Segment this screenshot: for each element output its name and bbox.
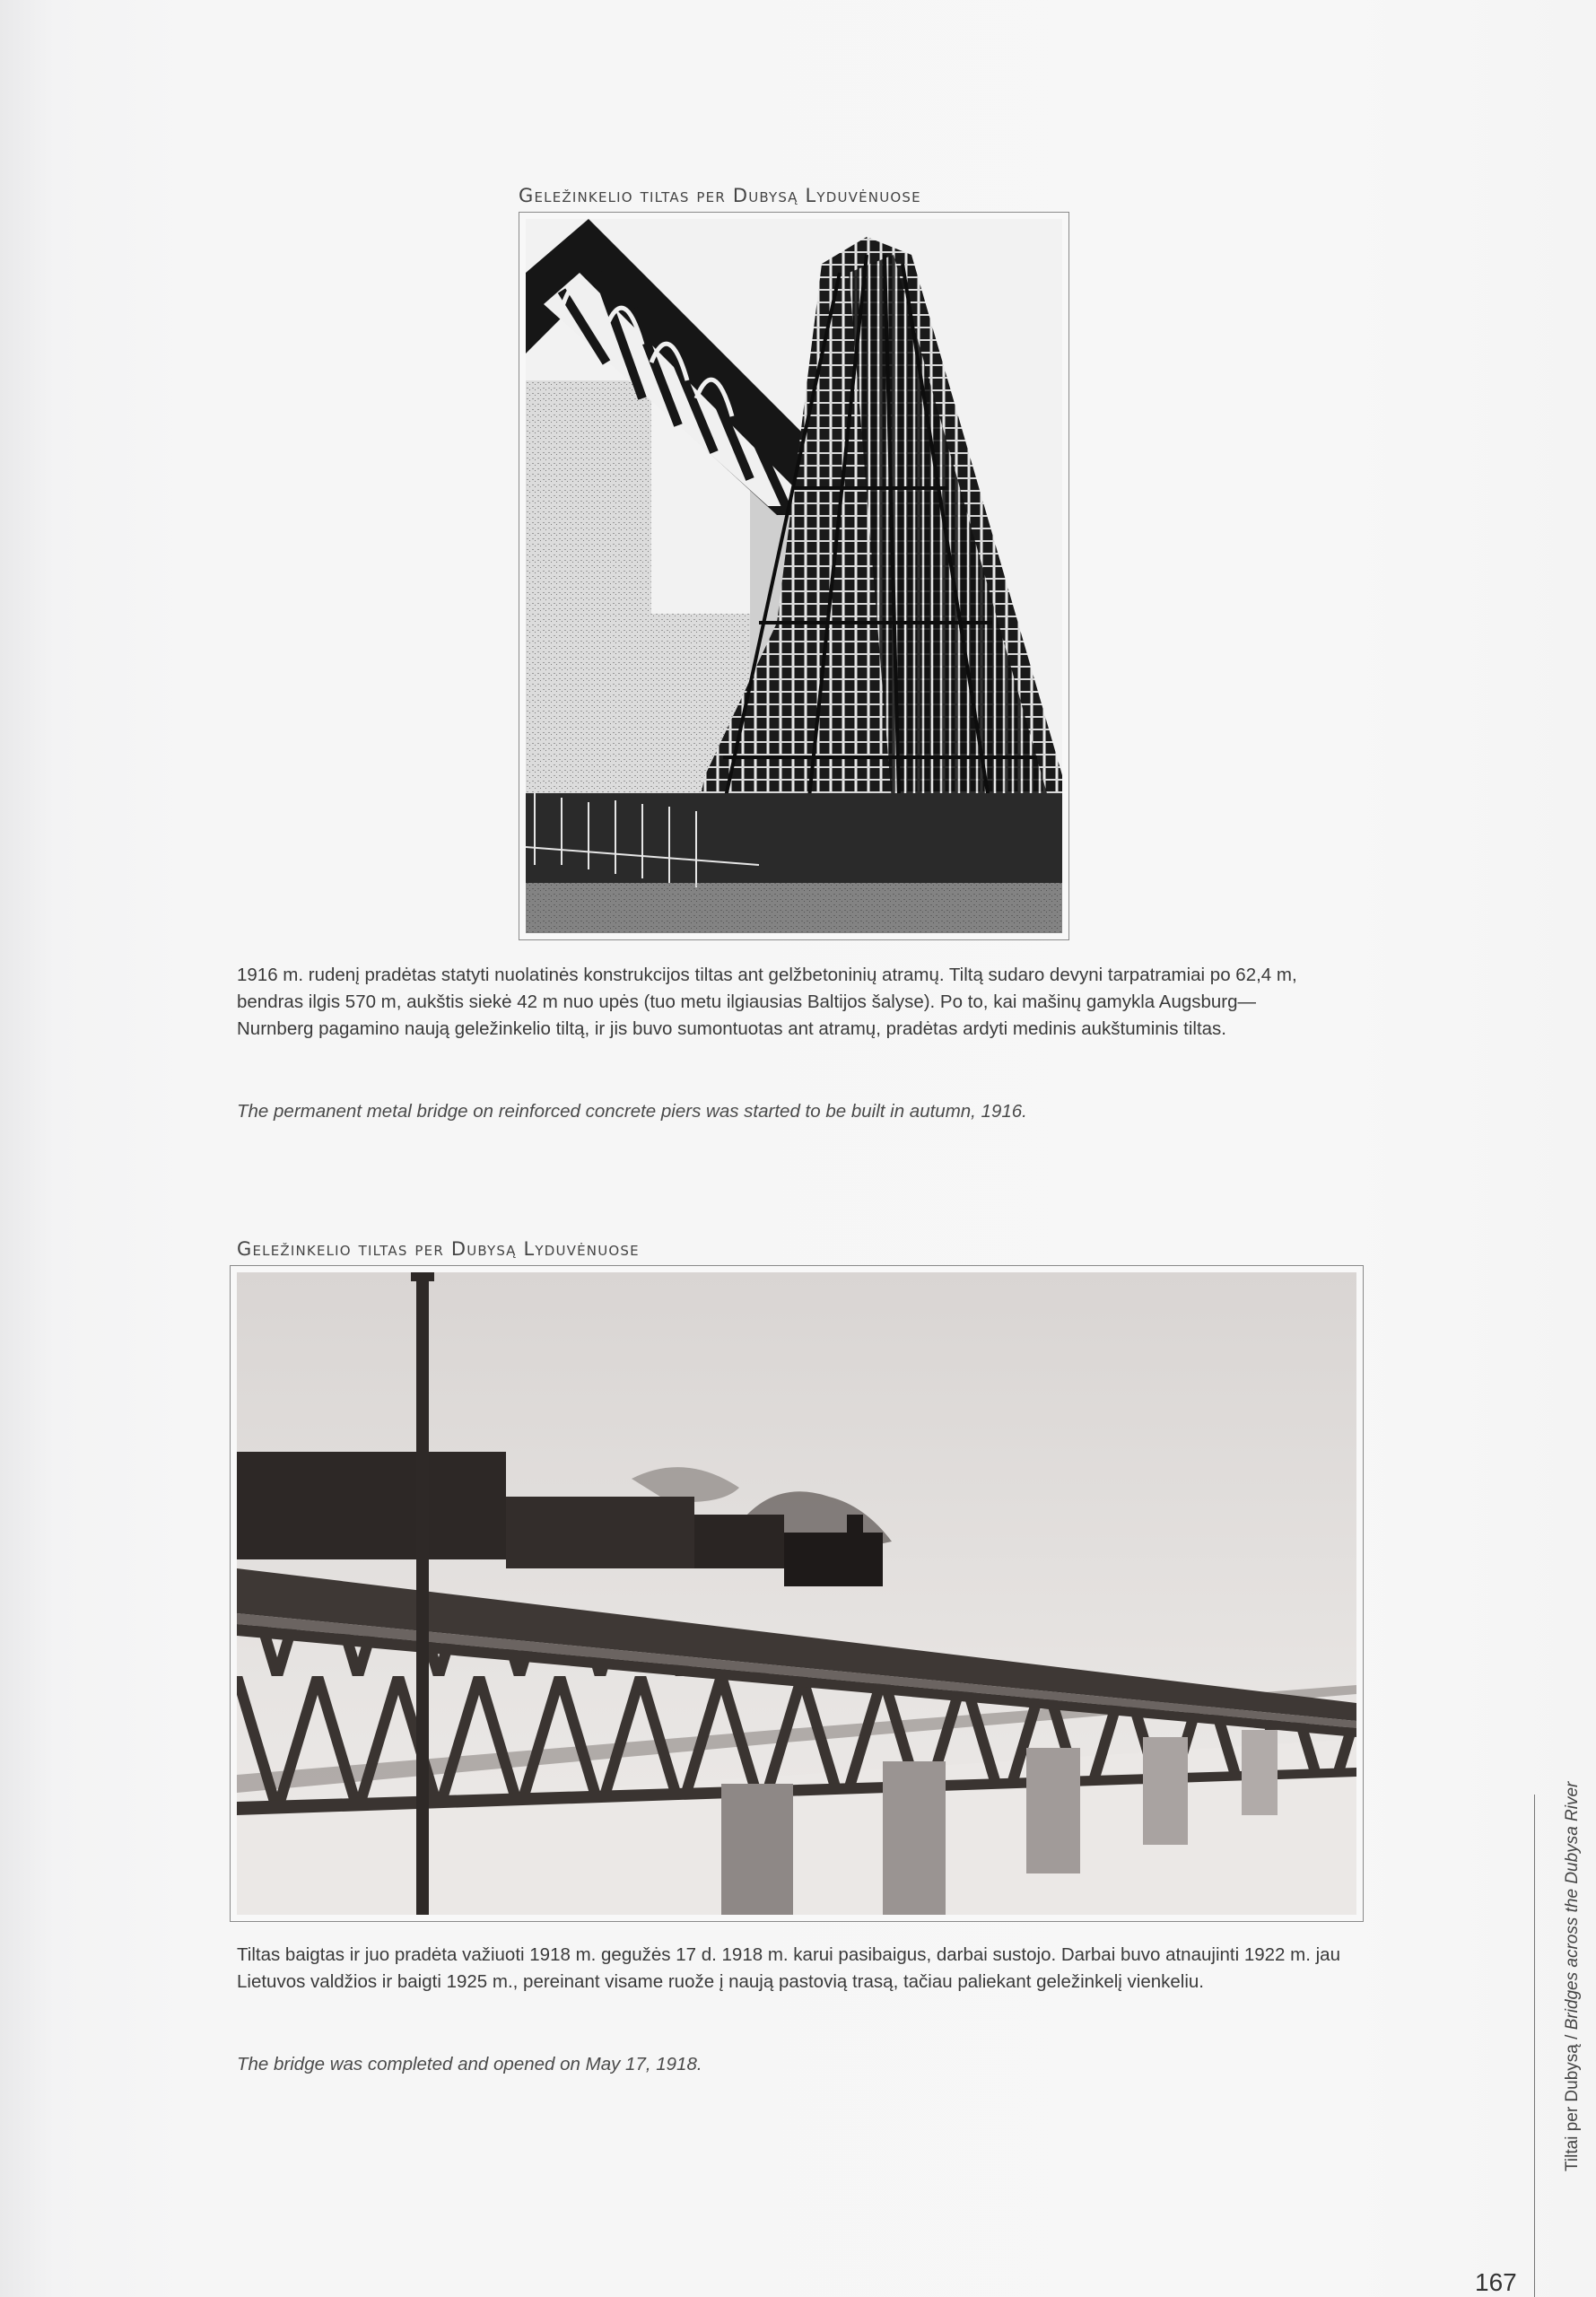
figure2-caption-lt: Tiltas baigtas ir juo pradėta važiuoti 1918 m. gegužės 17 d. 1918 m. karui pasibaigus, darbai sustojo. Darbai buvo atnaujinti 1922 m. jau Lietuvos valdžios ir baigti 1925 m., pereinant visame ruože į naują pastovią trasą, tačiau paliekant geležinkelį vienkeliu. bbox=[237, 1944, 1340, 1992]
running-head-lt: Tiltai per Dubysą bbox=[1563, 2044, 1582, 2171]
page-number: 167 bbox=[1475, 2268, 1517, 2296]
figure1-caption-en: The permanent metal bridge on reinforced concrete piers was started to be built in autumn, 1916. bbox=[237, 1101, 1027, 1122]
figure1-caption-lt: 1916 m. rudenį pradėtas statyti nuolatinės konstrukcijos tiltas ant gelžbetoninių atramų. Tiltą sudaro devyni tarpatramiai po 62,4 m, bendras ilgis 570 m, aukštis siekė 42 m nuo upės (tuo metu ilgiausias Baltijos šalyse). Po to, kai mašinų gamykla Augsburg—Nurnberg pagamino naują geležinkelio tiltą, ir jis buvo sumontuotas ant atramų, pradėtas ardyti medinis aukštuminis tiltas. bbox=[237, 965, 1297, 1039]
figure1-photo bbox=[526, 219, 1062, 933]
side-rule bbox=[1534, 1795, 1535, 2297]
train-bridge-image bbox=[237, 1272, 1356, 1915]
running-head bbox=[1563, 1782, 1583, 2171]
figure1-title: Geležinkelio tiltas per Dubysą Lyduvėnuose bbox=[519, 185, 921, 206]
figure2-caption-en: The bridge was completed and opened on May 17, 1918. bbox=[237, 2054, 702, 2074]
running-head-separator: / bbox=[1563, 2030, 1582, 2045]
figure2-photo bbox=[237, 1272, 1356, 1915]
figure2-title: Geležinkelio tiltas per Dubysą Lyduvėnuose bbox=[237, 1238, 640, 1260]
scaffold-bridge-image bbox=[526, 219, 1062, 933]
running-head-en: Bridges across the Dubysa River bbox=[1563, 1781, 1582, 2031]
